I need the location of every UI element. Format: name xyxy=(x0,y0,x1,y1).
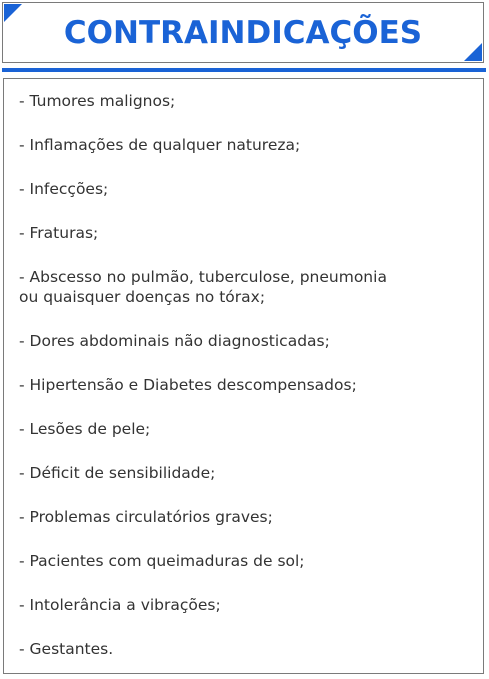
contraindications-box xyxy=(3,78,484,674)
list-item-text: - Dores abdominais não diagnosticadas; xyxy=(19,332,330,350)
contraindications-list xyxy=(4,79,483,659)
list-item-text-continued: ou quaisquer doenças no tórax; xyxy=(19,288,266,306)
list-item-text: - Abscesso no pulmão, tuberculose, pneumonia xyxy=(19,268,387,286)
list-item-text: - Inflamações de qualquer natureza; xyxy=(19,136,301,154)
list-item-text: - Fraturas; xyxy=(19,224,99,242)
list-item xyxy=(19,507,483,527)
list-item-text: - Pacientes com queimaduras de sol; xyxy=(19,552,305,570)
list-item xyxy=(19,179,483,199)
list-item xyxy=(19,551,483,571)
list-item xyxy=(19,91,483,111)
list-item-text: - Gestantes. xyxy=(19,640,114,658)
list-item xyxy=(19,331,483,351)
list-item-text: - Intolerância a vibrações; xyxy=(19,596,221,614)
header-banner xyxy=(2,2,484,63)
list-item xyxy=(19,639,483,659)
list-item xyxy=(19,223,483,243)
list-item xyxy=(19,463,483,483)
list-item-text: - Hipertensão e Diabetes descompensados; xyxy=(19,376,357,394)
list-item-text: - Tumores malignos; xyxy=(19,92,176,110)
page-title: CONTRAINDICAÇÕES xyxy=(63,14,423,51)
list-item-text: - Infecções; xyxy=(19,180,109,198)
list-item xyxy=(19,595,483,615)
list-item xyxy=(19,135,483,155)
list-item-text: - Lesões de pele; xyxy=(19,420,151,438)
header-divider xyxy=(2,68,486,72)
list-item xyxy=(19,375,483,395)
list-item xyxy=(19,419,483,439)
list-item xyxy=(19,267,483,307)
list-item-text: - Déficit de sensibilidade; xyxy=(19,464,216,482)
list-item-text: - Problemas circulatórios graves; xyxy=(19,508,273,526)
